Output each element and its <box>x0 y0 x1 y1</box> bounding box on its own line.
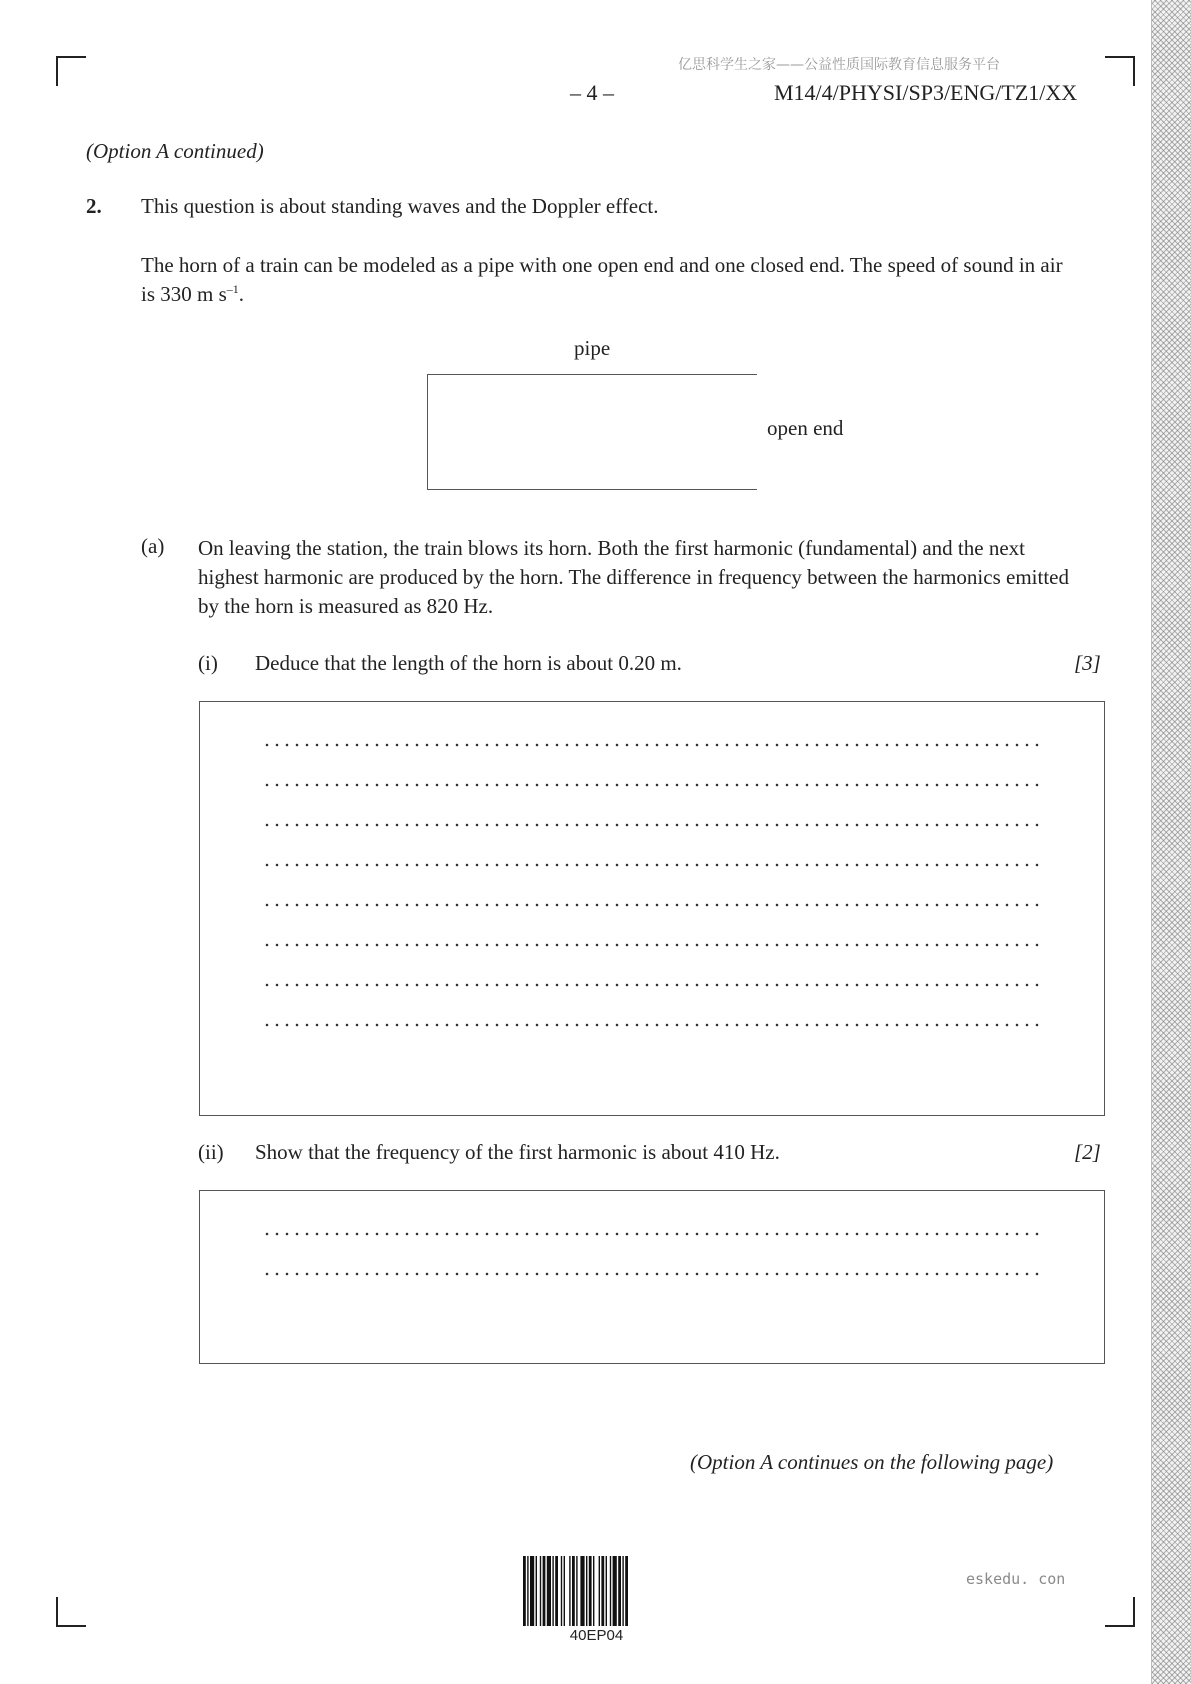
paper-code: M14/4/PHYSI/SP3/ENG/TZ1/XX <box>774 80 1078 105</box>
barcode <box>523 1556 670 1626</box>
question-paragraph <box>141 251 1071 309</box>
barcode-bar <box>593 1556 594 1626</box>
barcode-bar <box>536 1556 537 1626</box>
barcode-bar <box>610 1556 611 1626</box>
barcode-bar <box>543 1556 546 1626</box>
barcode-bar <box>601 1556 604 1626</box>
answer-line <box>262 982 1042 988</box>
barcode-bar <box>552 1556 553 1626</box>
barcode-bar <box>625 1556 628 1626</box>
barcode-bar <box>622 1556 623 1626</box>
question-intro: This question is about standing waves and the Doppler effect. <box>141 194 659 218</box>
barcode-bar <box>589 1556 592 1626</box>
barcode-bar <box>599 1556 600 1626</box>
barcode-bar <box>613 1556 617 1626</box>
pipe-label: pipe <box>574 336 611 360</box>
barcode-bar <box>555 1556 558 1626</box>
crop-mark-bottom-left <box>56 1597 86 1627</box>
pipe-diagram <box>427 374 757 490</box>
answer-box-i[interactable] <box>199 701 1105 1116</box>
answer-box-ii[interactable] <box>199 1190 1105 1364</box>
barcode-bar <box>561 1556 562 1626</box>
sub-i-text: Deduce that the length of the horn is about 0.20 m. <box>255 651 682 675</box>
sub-ii-marks: [2] <box>1074 1140 1101 1164</box>
answer-line <box>262 862 1042 868</box>
barcode-bar <box>523 1556 526 1626</box>
page-number: – 4 – <box>570 80 614 105</box>
paragraph-main-text: The horn of a train can be modeled as a pipe with one open end and one closed end. The speed of sound in air is 330 m s <box>141 253 1063 306</box>
crop-mark-top-left <box>56 56 86 86</box>
paragraph-end: . <box>238 282 245 306</box>
answer-line <box>262 1271 1042 1277</box>
barcode-bar <box>569 1556 570 1626</box>
crop-mark-bottom-right <box>1105 1597 1135 1627</box>
open-end-label: open end <box>767 416 844 440</box>
part-a-label: (a) <box>141 534 165 558</box>
paragraph-superscript: –1 <box>226 282 239 296</box>
sub-i-marks: [3] <box>1074 651 1101 675</box>
barcode-bar <box>580 1556 584 1626</box>
barcode-bar <box>530 1556 534 1626</box>
answer-line <box>262 1022 1042 1028</box>
answer-line <box>262 902 1042 908</box>
sub-i-label: (i) <box>198 651 218 675</box>
barcode-bar <box>576 1556 577 1626</box>
answer-line <box>262 782 1042 788</box>
answer-line <box>262 942 1042 948</box>
answer-line <box>262 742 1042 748</box>
barcode-bar <box>586 1556 587 1626</box>
barcode-bar <box>606 1556 607 1626</box>
barcode-bar <box>540 1556 541 1626</box>
option-continues-note: (Option A continues on the following page) <box>690 1450 1054 1474</box>
barcode-bar <box>527 1556 528 1626</box>
option-continued-label: (Option A continued) <box>86 139 264 163</box>
answer-line <box>262 822 1042 828</box>
top-watermark: 亿思科学生之家——公益性质国际教育信息服务平台 <box>678 57 1000 73</box>
barcode-text: 40EP04 <box>569 1627 624 1644</box>
crop-mark-top-right <box>1105 56 1135 86</box>
part-a-text: On leaving the station, the train blows its horn. Both the first harmonic (fundamental) and the next highest harmonic are produced by the horn. The difference in frequency between the harmonics emitted by the horn is measured as 820 Hz. <box>198 536 1069 618</box>
sub-ii-text: Show that the frequency of the first harmonic is about 410 Hz. <box>255 1140 780 1164</box>
bottom-watermark: eskedu. con <box>966 1570 1066 1588</box>
hatched-margin-strip <box>1151 0 1191 1684</box>
answer-line <box>262 1231 1042 1237</box>
barcode-bar <box>564 1556 565 1626</box>
barcode-bar <box>547 1556 551 1626</box>
barcode-bar <box>618 1556 621 1626</box>
barcode-bar <box>572 1556 575 1626</box>
sub-ii-label: (ii) <box>198 1140 224 1164</box>
question-number: 2. <box>86 194 102 218</box>
